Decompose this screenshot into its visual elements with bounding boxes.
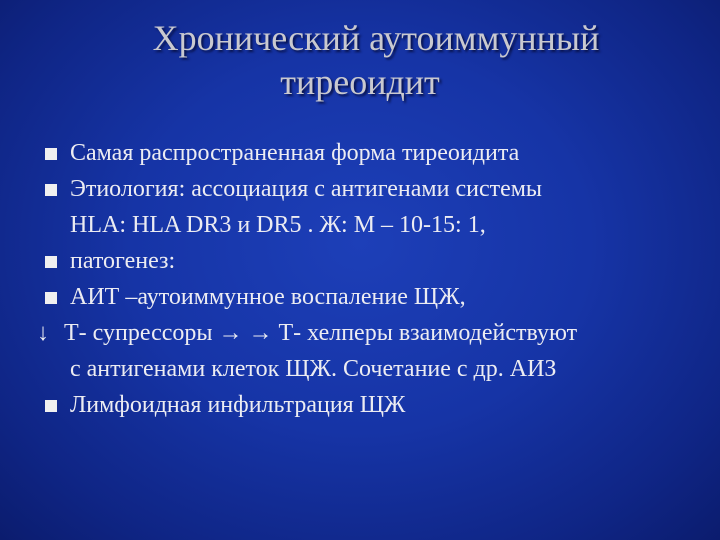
title-line-1: Хронический аутоиммунный (152, 18, 600, 58)
bullet-text: Лимфоидная инфильтрация ЩЖ (70, 392, 406, 418)
bullet-text: Этиология: ассоциация с антигенами системы (70, 176, 543, 202)
bullet-text: АИТ –аутоиммунное воспаление ЩЖ, (70, 284, 466, 310)
bullet-continuation: HLA: HLA DR3 и DR5 . Ж: М – 10-15: 1, (70, 212, 486, 238)
square-bullet-icon (45, 148, 57, 160)
square-bullet-icon (45, 256, 57, 268)
slide-title (0, 16, 720, 104)
square-bullet-icon (45, 292, 57, 304)
bullet-text: Т- супрессоры → → Т- хелперы взаимодействуют (64, 320, 578, 346)
square-bullet-icon (45, 400, 57, 412)
title-line-2: тиреоидит (280, 62, 440, 102)
down-arrow-icon: ↓ (37, 320, 49, 346)
bullet-continuation: с антигенами клеток ЩЖ. Сочетание с др. АИЗ (70, 356, 557, 382)
square-bullet-icon (45, 184, 57, 196)
bullet-text: патогенез: (70, 248, 176, 274)
bullet-text: Самая распространенная форма тиреоидита (70, 140, 520, 166)
